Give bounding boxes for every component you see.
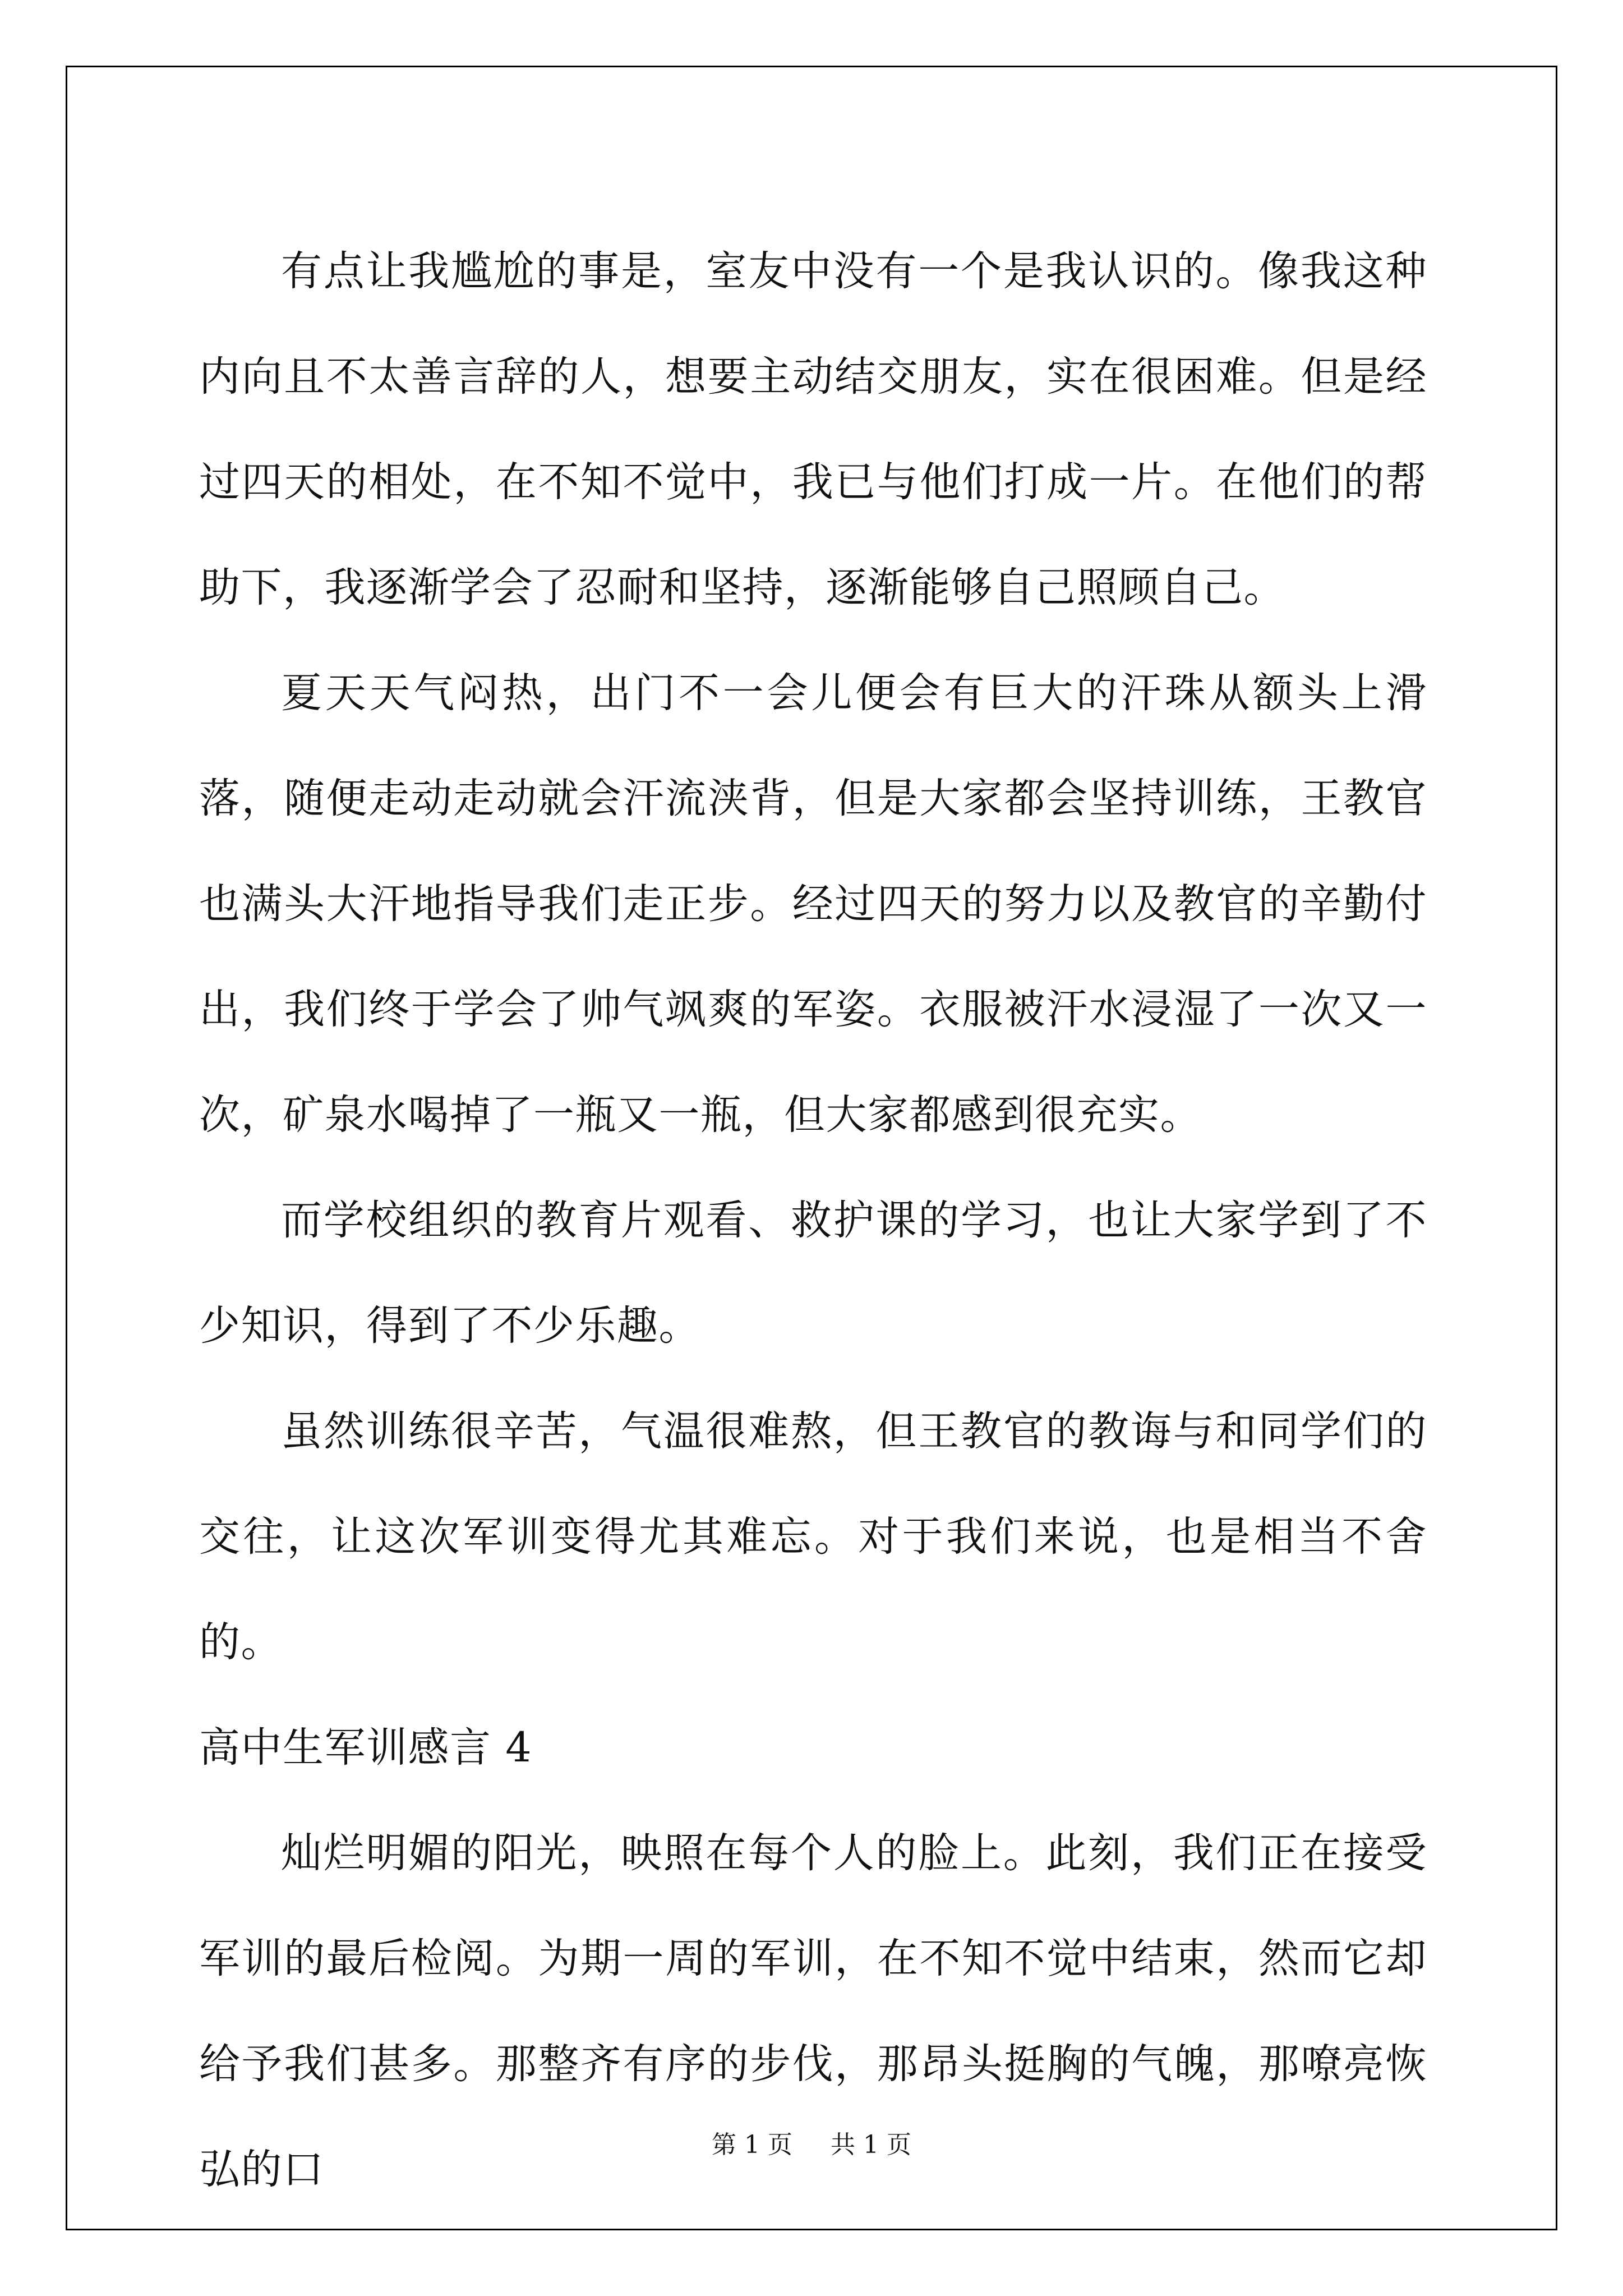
page-footer [0,2128,1623,2162]
page-number: 第 1 页 [712,2131,792,2159]
paragraph-final-review: 灿烂明媚的阳光，映照在每个人的脸上。此刻，我们正在接受军训的最后检阅。为期一周的军训，在不知不觉中结束，然而它却给予我们甚多。那整齐有序的步伐，那昂头挺胸的气魄，那嘹亮恢弘的口 [199,1829,1427,2193]
section-heading: 高中生军训感言 4 [199,1724,533,1772]
paragraph-summer-training: 夏天天气闷热，出门不一会儿便会有巨大的汗珠从额头上滑落，随便走动走动就会汗流浃背，但是大家都会坚持训练，王教官也满头大汗地指导我们走正步。经过四天的努力以及教官的辛勤付出，我们终于学会了帅气飒爽的军姿。衣服被汗水浸湿了一次又一次，矿泉水喝掉了一瓶又一瓶，但大家都感到很充实。 [199,669,1427,1139]
paragraph-unforgettable: 虽然训练很辛苦，气温很难熬，但王教官的教诲与和同学们的交往，让这次军训变得尤其难忘。对于我们来说，也是相当不舍的。 [199,1407,1427,1666]
paragraph-school-activities: 而学校组织的教育片观看、救护课的学习，也让大家学到了不少知识，得到了不少乐趣。 [199,1197,1427,1350]
document-body [199,219,1427,2223]
paragraph-roommates: 有点让我尴尬的事是，室友中没有一个是我认识的。像我这种内向且不太善言辞的人，想要主动结交朋友，实在很困难。但是经过四天的相处，在不知不觉中，我已与他们打成一片。在他们的帮助下，我逐渐学会了忍耐和坚持，逐渐能够自己照顾自己。 [199,247,1427,611]
page-total: 共 1 页 [831,2131,911,2159]
